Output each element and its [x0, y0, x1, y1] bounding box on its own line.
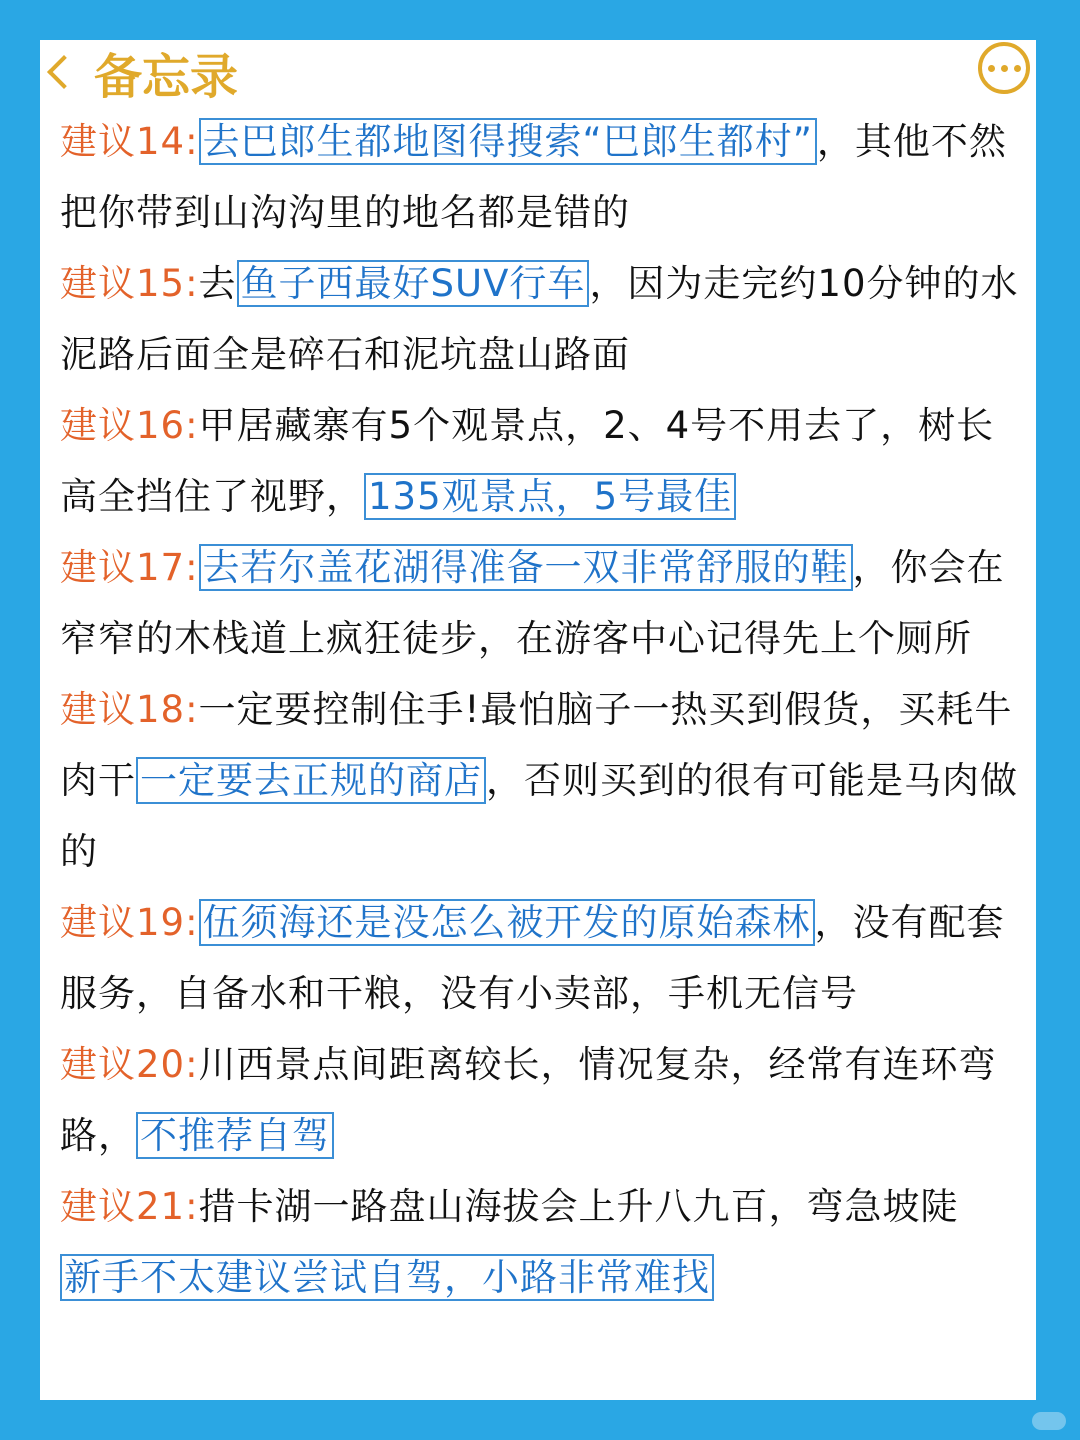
- tip-text: 川西景点间距离较长，情况复杂，经常有连环弯路，: [60, 1043, 997, 1157]
- back-label: 备忘录: [94, 48, 239, 105]
- tip-label: 建议20:: [60, 1043, 199, 1086]
- tip-label: 建议16:: [60, 404, 199, 447]
- tip-label: 建议19:: [60, 901, 199, 944]
- note-body: [60, 106, 1020, 1313]
- more-dot-icon: [1001, 65, 1008, 72]
- tip-paragraph: [60, 390, 1020, 532]
- nav-bar: [40, 40, 1036, 105]
- highlighted-text: 伍须海还是没怎么被开发的原始森林: [199, 899, 815, 946]
- tip-paragraph: [60, 248, 1020, 390]
- tip-paragraph: [60, 674, 1020, 887]
- back-button[interactable]: [40, 42, 239, 105]
- highlighted-text: 去巴郎生都地图得搜索“巴郎生都村”: [199, 118, 817, 165]
- highlighted-text: 鱼子西最好SUV行车: [237, 260, 590, 307]
- highlighted-text: 去若尔盖花湖得准备一双非常舒服的鞋: [199, 544, 853, 591]
- highlighted-text: 一定要去正规的商店: [136, 757, 486, 804]
- tip-text: ，否则买到的很有可能是马肉做的: [60, 759, 1018, 873]
- tip-text: ，其他不然把你带到山沟沟里的地名都是错的: [60, 120, 1007, 234]
- tip-text: 甲居藏寨有5个观景点，2、4号不用去了，树长高全挡住了视野，: [60, 404, 995, 518]
- tip-text: 一定要控制住手!最怕脑子一热买到假货，买耗牛肉干: [60, 688, 1013, 802]
- tip-label: 建议21:: [60, 1185, 199, 1228]
- highlighted-text: 不推荐自驾: [136, 1112, 334, 1159]
- tip-text: 去: [198, 262, 237, 305]
- tip-paragraph: [60, 1029, 1020, 1171]
- more-dot-icon: [988, 65, 995, 72]
- tip-paragraph: [60, 887, 1020, 1029]
- highlighted-text: 新手不太建议尝试自驾，小路非常难找: [60, 1254, 714, 1301]
- tip-label: 建议15:: [60, 262, 199, 305]
- more-options-button[interactable]: [978, 42, 1030, 94]
- tip-text: ，你会在窄窄的木栈道上疯狂徒步，在游客中心记得先上个厕所: [60, 546, 1005, 660]
- tip-paragraph: [60, 1171, 1020, 1313]
- note-card: [40, 40, 1036, 1400]
- tip-text: ，没有配套服务，自备水和干粮，没有小卖部，手机无信号: [60, 901, 1005, 1015]
- watermark-logo: [1032, 1412, 1066, 1430]
- tip-text: ，因为走完约10分钟的水泥路后面全是碎石和泥坑盘山路面: [60, 262, 1019, 376]
- tip-label: 建议18:: [60, 688, 199, 731]
- tip-label: 建议14:: [60, 120, 199, 163]
- tip-text: 措卡湖一路盘山海拔会上升八九百，弯急坡陡: [198, 1185, 959, 1228]
- tip-paragraph: [60, 106, 1020, 248]
- tip-paragraph: [60, 532, 1020, 674]
- highlighted-text: 135观景点，5号最佳: [364, 473, 736, 520]
- chevron-left-icon: [47, 55, 81, 89]
- more-dot-icon: [1014, 65, 1021, 72]
- tip-label: 建议17:: [60, 546, 199, 589]
